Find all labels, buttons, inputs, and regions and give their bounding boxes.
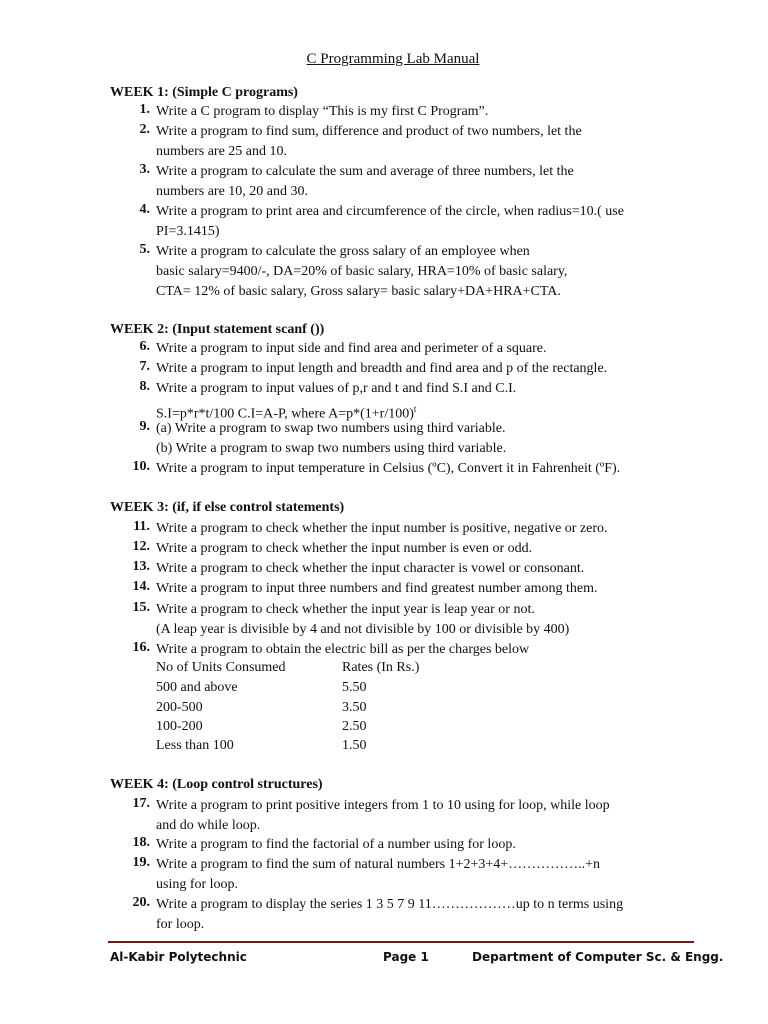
item-number: 9. [139,419,150,434]
item-number: 17. [132,796,150,811]
item-number: 11. [133,519,150,534]
item-text: Write a program to find sum, difference and product of two numbers, let the [156,124,582,139]
item-text: Write a C program to display “This is my first C Program”. [156,104,489,119]
item-number: 19. [132,855,150,870]
item-text: Write a program to calculate the sum and average of three numbers, let the [156,164,574,179]
item-text: Write a program to input values of p,r and t and find S.I and C.I. [156,381,517,396]
item-text: Write a program to input three numbers and find greatest number among them. [156,581,598,596]
item-number: 8. [139,379,150,394]
item-number: 5. [139,242,150,257]
item-text: Write a program to display the series 1 3 5 7 9 11………………up to n terms using [156,897,624,912]
item-text: Write a program to print positive integers from 1 to 10 using for loop, while loop [156,798,610,813]
table-header-rates: Rates (In Rs.) [342,660,420,675]
footer-institution: Al-Kabir Polytechnic [110,950,247,964]
item-text: Write a program to check whether the input number is even or odd. [156,541,533,556]
item-number: 6. [139,339,150,354]
item-text: (b) Write a program to swap two numbers using third variable. [156,441,507,456]
item-number: 18. [132,835,150,850]
item-text: Write a program to calculate the gross salary of an employee when [156,244,530,259]
week3-heading: WEEK 3: (if, if else control statements) [110,500,345,515]
table-cell: 1.50 [342,738,367,753]
table-cell: 2.50 [342,719,367,734]
item-text: numbers are 10, 20 and 30. [156,184,309,199]
item-text: for loop. [156,917,205,932]
item-number: 15. [132,600,150,615]
item-text: Write a program to check whether the input character is vowel or consonant. [156,561,585,576]
item-number: 16. [132,640,150,655]
formula-text: S.I=p*r*t/100 C.I=A-P, where A=p*(1+r/100) [156,406,414,422]
item-number: 10. [132,459,150,474]
item-text: using for loop. [156,877,239,892]
week1-heading: WEEK 1: (Simple C programs) [110,85,298,100]
item-text: CTA= 12% of basic salary, Gross salary= basic salary+DA+HRA+CTA. [156,284,561,299]
item-text: numbers are 25 and 10. [156,144,288,159]
item-text: Write a program to input length and breadth and find area and p of the rectangle. [156,361,608,376]
item-text: Write a program to input temperature in Celsius (ºC), Convert it in Fahrenheit (ºF). [156,461,621,476]
item-number: 13. [132,559,150,574]
item-text: Write a program to print area and circumference of the circle, when radius=10.( use [156,204,624,219]
week4-heading: WEEK 4: (Loop control structures) [110,777,323,792]
table-cell: 3.50 [342,700,367,715]
footer-page-number: Page 1 [383,950,429,964]
table-cell: Less than 100 [156,738,234,753]
item-number: 12. [132,539,150,554]
item-text: PI=3.1415) [156,224,220,239]
week2-heading: WEEK 2: (Input statement scanf ()) [110,322,325,337]
item-text: Write a program to check whether the input number is positive, negative or zero. [156,521,608,536]
formula-superscript: t [413,404,417,414]
item-number: 2. [139,122,150,137]
item-text: Write a program to obtain the electric bill as per the charges below [156,642,530,657]
table-cell: 100-200 [156,719,203,734]
item-number: 14. [132,579,150,594]
page-title: C Programming Lab Manual [306,51,480,67]
table-cell: 5.50 [342,680,367,695]
item-number: 20. [132,895,150,910]
item-text: (a) Write a program to swap two numbers using third variable. [156,421,506,436]
footer-divider [108,941,694,943]
table-cell: 500 and above [156,680,238,695]
footer-department: Department of Computer Sc. & Engg. [472,950,724,964]
item-number: 4. [139,202,150,217]
item-number: 1. [139,102,150,117]
item-text: Write a program to find the sum of natural numbers 1+2+3+4+……………..+n [156,857,601,872]
item-text: and do while loop. [156,818,261,833]
item-text: (A leap year is divisible by 4 and not divisible by 100 or divisible by 400) [156,622,570,637]
table-cell: 200-500 [156,700,203,715]
item-number: 3. [139,162,150,177]
item-text: Write a program to find the factorial of a number using for loop. [156,837,516,852]
item-text: Write a program to check whether the input year is leap year or not. [156,602,535,617]
item-text: Write a program to input side and find area and perimeter of a square. [156,341,547,356]
item-text: basic salary=9400/-, DA=20% of basic salary, HRA=10% of basic salary, [156,264,568,279]
table-header-units: No of Units Consumed [156,660,286,675]
item-number: 7. [139,359,150,374]
